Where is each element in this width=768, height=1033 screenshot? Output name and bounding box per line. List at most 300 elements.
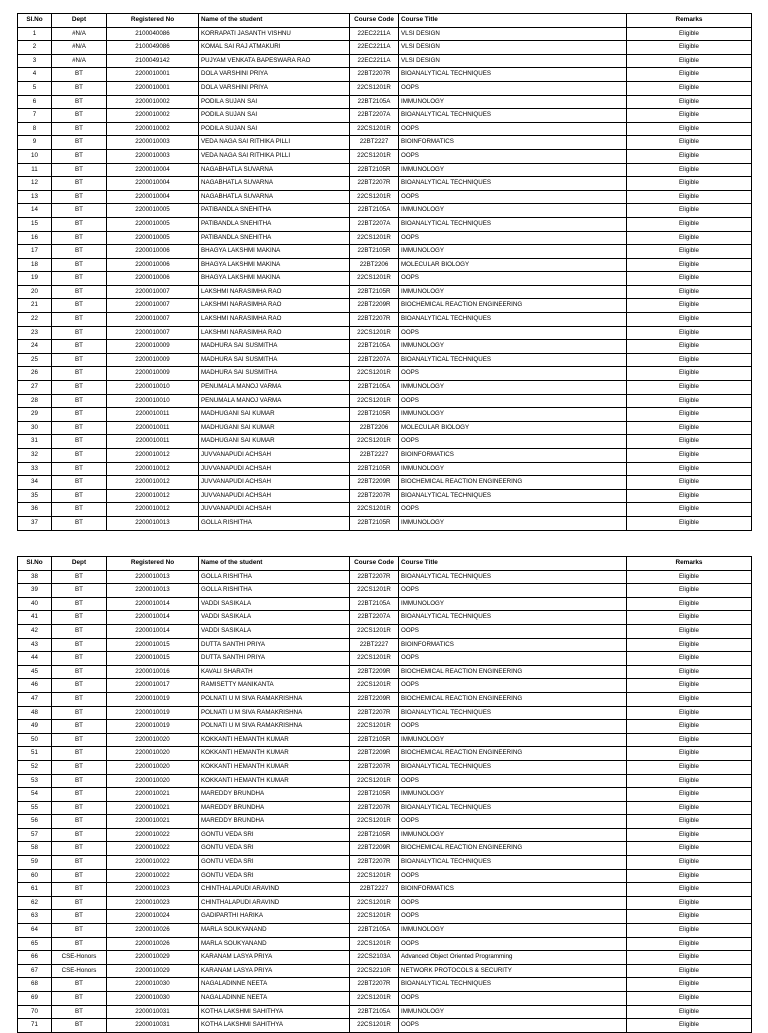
cell-course-title: BIOANALYTICAL TECHNIQUES <box>399 801 627 815</box>
cell-student-name: GADIPARTHI HARIKA <box>199 910 350 924</box>
cell-dept: BT <box>52 1019 107 1033</box>
cell-course-title: IMMUNOLOGY <box>399 733 627 747</box>
cell-course-title: OOPS <box>399 584 627 598</box>
table-row <box>18 476 752 490</box>
cell-registered-no: 2200010004 <box>107 163 199 177</box>
cell-student-name: GONTU VEDA SRI <box>199 828 350 842</box>
cell-dept: CSE-Honors <box>52 964 107 978</box>
cell-remarks: Eligible <box>627 217 752 231</box>
cell-sl-no: 48 <box>18 706 52 720</box>
cell-course-title: BIOANALYTICAL TECHNIQUES <box>399 177 627 191</box>
cell-dept: BT <box>52 720 107 734</box>
cell-student-name: KARANAM LASYA PRIYA <box>199 964 350 978</box>
cell-remarks: Eligible <box>627 964 752 978</box>
cell-student-name: VEDA NAGA SAI RITHIKA PILLI <box>199 149 350 163</box>
cell-remarks: Eligible <box>627 462 752 476</box>
cell-course-code: 22BT2105R <box>350 285 399 299</box>
cell-dept: BT <box>52 924 107 938</box>
cell-registered-no: 2200010007 <box>107 326 199 340</box>
table-row <box>18 245 752 259</box>
cell-student-name: KOKKANTI HEMANTH KUMAR <box>199 760 350 774</box>
cell-registered-no: 2200010022 <box>107 869 199 883</box>
cell-remarks: Eligible <box>627 883 752 897</box>
cell-course-title: NETWORK PROTOCOLS & SECURITY <box>399 964 627 978</box>
cell-course-code: 22BT2105A <box>350 340 399 354</box>
cell-sl-no: 6 <box>18 95 52 109</box>
table-row <box>18 394 752 408</box>
cell-course-code: 22BT2209R <box>350 842 399 856</box>
cell-course-title: BIOINFORMATICS <box>399 638 627 652</box>
table-row <box>18 896 752 910</box>
cell-sl-no: 42 <box>18 624 52 638</box>
cell-dept: BT <box>52 462 107 476</box>
cell-remarks: Eligible <box>627 896 752 910</box>
cell-dept: BT <box>52 109 107 123</box>
cell-remarks: Eligible <box>627 476 752 490</box>
cell-remarks: Eligible <box>627 449 752 463</box>
cell-registered-no: 2200010011 <box>107 421 199 435</box>
cell-course-code: 22BT2209R <box>350 476 399 490</box>
cell-sl-no: 68 <box>18 978 52 992</box>
header-sl-no: Sl.No <box>18 557 52 571</box>
cell-student-name: MADHURA SAI SUSMITHA <box>199 353 350 367</box>
cell-student-name: PENUMALA MANOJ VARMA <box>199 381 350 395</box>
cell-course-code: 22BT2105R <box>350 163 399 177</box>
cell-registered-no: 2200010022 <box>107 842 199 856</box>
table-row <box>18 27 752 41</box>
table-row <box>18 720 752 734</box>
cell-registered-no: 2200010005 <box>107 231 199 245</box>
cell-sl-no: 58 <box>18 842 52 856</box>
cell-sl-no: 25 <box>18 353 52 367</box>
cell-sl-no: 54 <box>18 788 52 802</box>
cell-registered-no: 2200010013 <box>107 516 199 530</box>
cell-registered-no: 2200010016 <box>107 665 199 679</box>
cell-sl-no: 71 <box>18 1019 52 1033</box>
cell-course-code: 22BT2105A <box>350 381 399 395</box>
cell-sl-no: 18 <box>18 258 52 272</box>
cell-sl-no: 35 <box>18 489 52 503</box>
cell-remarks: Eligible <box>627 1019 752 1033</box>
cell-student-name: BHAGYA LAKSHMI MAKINA <box>199 272 350 286</box>
table-row <box>18 95 752 109</box>
cell-dept: BT <box>52 394 107 408</box>
cell-dept: BT <box>52 367 107 381</box>
cell-dept: #N/A <box>52 54 107 68</box>
cell-dept: BT <box>52 788 107 802</box>
cell-course-title: BIOANALYTICAL TECHNIQUES <box>399 978 627 992</box>
cell-student-name: MAREDDY BRUNDHA <box>199 801 350 815</box>
cell-course-title: BIOANALYTICAL TECHNIQUES <box>399 706 627 720</box>
cell-sl-no: 62 <box>18 896 52 910</box>
cell-student-name: DUTTA SANTHI PRIYA <box>199 638 350 652</box>
table-row <box>18 136 752 150</box>
cell-sl-no: 33 <box>18 462 52 476</box>
cell-remarks: Eligible <box>627 951 752 965</box>
cell-registered-no: 2200010002 <box>107 122 199 136</box>
cell-course-code: 22CS1201R <box>350 503 399 517</box>
cell-sl-no: 43 <box>18 638 52 652</box>
cell-course-title: BIOINFORMATICS <box>399 449 627 463</box>
cell-dept: BT <box>52 217 107 231</box>
cell-sl-no: 31 <box>18 435 52 449</box>
cell-sl-no: 64 <box>18 924 52 938</box>
cell-registered-no: 2200010023 <box>107 896 199 910</box>
cell-student-name: KARANAM LASYA PRIYA <box>199 951 350 965</box>
cell-course-code: 22CS1201R <box>350 624 399 638</box>
cell-registered-no: 2200010020 <box>107 760 199 774</box>
cell-registered-no: 2200010020 <box>107 774 199 788</box>
table-row <box>18 122 752 136</box>
table-row <box>18 326 752 340</box>
cell-remarks: Eligible <box>627 597 752 611</box>
cell-dept: BT <box>52 584 107 598</box>
cell-course-code: 22CS1201R <box>350 190 399 204</box>
cell-dept: BT <box>52 910 107 924</box>
cell-sl-no: 32 <box>18 449 52 463</box>
cell-sl-no: 65 <box>18 937 52 951</box>
cell-course-title: VLSI DESIGN <box>399 41 627 55</box>
cell-student-name: DOLA VARSHINI PRIYA <box>199 81 350 95</box>
cell-course-code: 22CS2103A <box>350 951 399 965</box>
cell-sl-no: 16 <box>18 231 52 245</box>
cell-course-title: OOPS <box>399 231 627 245</box>
cell-remarks: Eligible <box>627 381 752 395</box>
cell-course-title: BIOINFORMATICS <box>399 136 627 150</box>
cell-dept: BT <box>52 774 107 788</box>
cell-course-code: 22BT2207R <box>350 570 399 584</box>
cell-student-name: MADHUGANI SAI KUMAR <box>199 421 350 435</box>
cell-course-title: IMMUNOLOGY <box>399 245 627 259</box>
table-row <box>18 41 752 55</box>
cell-student-name: MAREDDY BRUNDHA <box>199 815 350 829</box>
cell-dept: BT <box>52 245 107 259</box>
header-sl-no: Sl.No <box>18 14 52 28</box>
cell-remarks: Eligible <box>627 720 752 734</box>
cell-dept: BT <box>52 285 107 299</box>
cell-student-name: GONTU VEDA SRI <box>199 856 350 870</box>
cell-course-title: OOPS <box>399 992 627 1006</box>
cell-remarks: Eligible <box>627 245 752 259</box>
cell-registered-no: 2200010014 <box>107 611 199 625</box>
cell-student-name: NAGABHATLA SUVARNA <box>199 190 350 204</box>
cell-course-title: IMMUNOLOGY <box>399 381 627 395</box>
cell-registered-no: 2200010026 <box>107 924 199 938</box>
cell-course-code: 22BT2105A <box>350 597 399 611</box>
table-row <box>18 190 752 204</box>
table-row <box>18 149 752 163</box>
cell-course-title: OOPS <box>399 190 627 204</box>
cell-registered-no: 2200010030 <box>107 978 199 992</box>
cell-registered-no: 2200010009 <box>107 367 199 381</box>
cell-course-title: IMMUNOLOGY <box>399 1005 627 1019</box>
cell-course-title: OOPS <box>399 652 627 666</box>
cell-student-name: JUVVANAPUDI ACHSAH <box>199 449 350 463</box>
cell-sl-no: 22 <box>18 313 52 327</box>
cell-registered-no: 2200010022 <box>107 828 199 842</box>
cell-course-code: 22BT2207R <box>350 978 399 992</box>
table-row <box>18 652 752 666</box>
cell-student-name: KOTHA LAKSHMI SAHITHYA <box>199 1019 350 1033</box>
table-header-row <box>18 557 752 571</box>
table-row <box>18 1019 752 1033</box>
cell-course-title: OOPS <box>399 122 627 136</box>
table-row <box>18 869 752 883</box>
cell-sl-no: 13 <box>18 190 52 204</box>
cell-registered-no: 2200010011 <box>107 408 199 422</box>
table-row <box>18 204 752 218</box>
cell-course-title: BIOANALYTICAL TECHNIQUES <box>399 68 627 82</box>
cell-course-title: VLSI DESIGN <box>399 27 627 41</box>
cell-course-title: BIOCHEMICAL REACTION ENGINEERING <box>399 665 627 679</box>
cell-remarks: Eligible <box>627 747 752 761</box>
cell-remarks: Eligible <box>627 353 752 367</box>
cell-course-code: 22CS1201R <box>350 815 399 829</box>
cell-registered-no: 2200010011 <box>107 435 199 449</box>
cell-course-code: 22BT2207R <box>350 68 399 82</box>
cell-registered-no: 2200010019 <box>107 692 199 706</box>
cell-student-name: JUVVANAPUDI ACHSAH <box>199 489 350 503</box>
cell-sl-no: 5 <box>18 81 52 95</box>
cell-student-name: PATIBANDLA SNEHITHA <box>199 231 350 245</box>
cell-course-title: OOPS <box>399 896 627 910</box>
cell-dept: BT <box>52 449 107 463</box>
cell-sl-no: 8 <box>18 122 52 136</box>
table-row <box>18 856 752 870</box>
header-student-name: Name of the student <box>199 14 350 28</box>
cell-student-name: VADDI SASIKALA <box>199 624 350 638</box>
cell-sl-no: 67 <box>18 964 52 978</box>
cell-course-code: 22CS1201R <box>350 231 399 245</box>
cell-student-name: BHAGYA LAKSHMI MAKINA <box>199 258 350 272</box>
cell-course-code: 22BT2227 <box>350 449 399 463</box>
cell-registered-no: 2200010024 <box>107 910 199 924</box>
table-row <box>18 81 752 95</box>
cell-registered-no: 2200010006 <box>107 272 199 286</box>
cell-course-title: OOPS <box>399 81 627 95</box>
cell-registered-no: 2200010006 <box>107 258 199 272</box>
cell-student-name: KOKKANTI HEMANTH KUMAR <box>199 747 350 761</box>
cell-student-name: VADDI SASIKALA <box>199 611 350 625</box>
table-row <box>18 421 752 435</box>
cell-sl-no: 11 <box>18 163 52 177</box>
cell-student-name: KOTHA LAKSHMI SAHITHYA <box>199 1005 350 1019</box>
cell-course-code: 22BT2207R <box>350 856 399 870</box>
cell-course-code: 22BT2209R <box>350 692 399 706</box>
cell-course-code: 22BT2207R <box>350 313 399 327</box>
cell-student-name: JUVVANAPUDI ACHSAH <box>199 476 350 490</box>
cell-course-code: 22BT2209R <box>350 299 399 313</box>
cell-student-name: VADDI SASIKALA <box>199 597 350 611</box>
cell-dept: BT <box>52 665 107 679</box>
results-sheet-1 <box>17 13 751 531</box>
cell-sl-no: 26 <box>18 367 52 381</box>
cell-dept: BT <box>52 760 107 774</box>
cell-course-title: OOPS <box>399 774 627 788</box>
cell-course-code: 22BT2105R <box>350 516 399 530</box>
cell-dept: BT <box>52 190 107 204</box>
cell-remarks: Eligible <box>627 828 752 842</box>
cell-remarks: Eligible <box>627 326 752 340</box>
cell-student-name: KOKKANTI HEMANTH KUMAR <box>199 733 350 747</box>
cell-remarks: Eligible <box>627 937 752 951</box>
cell-course-code: 22CS1201R <box>350 774 399 788</box>
header-course-code: Course Code <box>350 14 399 28</box>
cell-course-code: 22BT2227 <box>350 638 399 652</box>
cell-registered-no: 2200010004 <box>107 177 199 191</box>
cell-sl-no: 49 <box>18 720 52 734</box>
cell-course-title: BIOANALYTICAL TECHNIQUES <box>399 353 627 367</box>
cell-sl-no: 9 <box>18 136 52 150</box>
cell-sl-no: 1 <box>18 27 52 41</box>
cell-course-title: MOLECULAR BIOLOGY <box>399 258 627 272</box>
table-row <box>18 435 752 449</box>
cell-registered-no: 2200010014 <box>107 624 199 638</box>
cell-course-code: 22BT2207A <box>350 217 399 231</box>
cell-student-name: PODILA SUJAN SAI <box>199 109 350 123</box>
table-row <box>18 489 752 503</box>
cell-remarks: Eligible <box>627 435 752 449</box>
cell-remarks: Eligible <box>627 149 752 163</box>
cell-dept: BT <box>52 381 107 395</box>
cell-dept: BT <box>52 801 107 815</box>
table-row <box>18 747 752 761</box>
cell-dept: BT <box>52 340 107 354</box>
cell-dept: BT <box>52 624 107 638</box>
table-row <box>18 760 752 774</box>
cell-registered-no: 2200010019 <box>107 720 199 734</box>
cell-student-name: NAGALADINNE NEETA <box>199 992 350 1006</box>
cell-dept: #N/A <box>52 27 107 41</box>
table-row <box>18 964 752 978</box>
cell-course-code: 22CS1201R <box>350 910 399 924</box>
cell-remarks: Eligible <box>627 421 752 435</box>
cell-registered-no: 2200010029 <box>107 964 199 978</box>
cell-course-code: 22BT2207A <box>350 611 399 625</box>
cell-dept: BT <box>52 81 107 95</box>
cell-dept: BT <box>52 1005 107 1019</box>
cell-course-code: 22CS1201R <box>350 992 399 1006</box>
table-row <box>18 801 752 815</box>
header-course-title: Course Title <box>399 557 627 571</box>
cell-registered-no: 2200010002 <box>107 109 199 123</box>
cell-course-title: BIOANALYTICAL TECHNIQUES <box>399 489 627 503</box>
cell-student-name: NAGABHATLA SUVARNA <box>199 163 350 177</box>
cell-registered-no: 2200010003 <box>107 149 199 163</box>
cell-remarks: Eligible <box>627 27 752 41</box>
eligibility-table <box>17 556 752 1033</box>
cell-dept: BT <box>52 597 107 611</box>
eligibility-table <box>17 13 752 531</box>
cell-student-name: GOLLA RISHITHA <box>199 516 350 530</box>
cell-dept: BT <box>52 570 107 584</box>
cell-student-name: PUJYAM VENKATA BAPESWARA RAO <box>199 54 350 68</box>
cell-dept: BT <box>52 163 107 177</box>
cell-dept: BT <box>52 408 107 422</box>
table-row <box>18 217 752 231</box>
table-row <box>18 611 752 625</box>
cell-remarks: Eligible <box>627 204 752 218</box>
cell-registered-no: 2100049142 <box>107 54 199 68</box>
table-header-row <box>18 14 752 28</box>
cell-course-code: 22BT2105R <box>350 788 399 802</box>
cell-registered-no: 2200010029 <box>107 951 199 965</box>
cell-remarks: Eligible <box>627 81 752 95</box>
cell-registered-no: 2200010012 <box>107 476 199 490</box>
table-row <box>18 774 752 788</box>
cell-remarks: Eligible <box>627 367 752 381</box>
header-course-code: Course Code <box>350 557 399 571</box>
cell-dept: BT <box>52 435 107 449</box>
cell-remarks: Eligible <box>627 408 752 422</box>
cell-student-name: MADHURA SAI SUSMITHA <box>199 340 350 354</box>
cell-dept: BT <box>52 516 107 530</box>
cell-remarks: Eligible <box>627 788 752 802</box>
cell-dept: BT <box>52 326 107 340</box>
table-row <box>18 381 752 395</box>
table-row <box>18 570 752 584</box>
table-row <box>18 272 752 286</box>
cell-course-title: BIOCHEMICAL REACTION ENGINEERING <box>399 476 627 490</box>
header-dept: Dept <box>52 557 107 571</box>
cell-course-title: BIOANALYTICAL TECHNIQUES <box>399 760 627 774</box>
cell-course-code: 22CS2210R <box>350 964 399 978</box>
cell-sl-no: 44 <box>18 652 52 666</box>
cell-sl-no: 23 <box>18 326 52 340</box>
cell-sl-no: 3 <box>18 54 52 68</box>
cell-course-title: IMMUNOLOGY <box>399 340 627 354</box>
cell-course-title: OOPS <box>399 394 627 408</box>
cell-student-name: PODILA SUJAN SAI <box>199 95 350 109</box>
header-remarks: Remarks <box>627 557 752 571</box>
cell-course-title: VLSI DESIGN <box>399 54 627 68</box>
cell-dept: BT <box>52 313 107 327</box>
cell-dept: BT <box>52 733 107 747</box>
cell-student-name: DUTTA SANTHI PRIYA <box>199 652 350 666</box>
table-row <box>18 828 752 842</box>
cell-sl-no: 41 <box>18 611 52 625</box>
cell-course-code: 22EC2211A <box>350 54 399 68</box>
cell-student-name: PODILA SUJAN SAI <box>199 122 350 136</box>
cell-student-name: GONTU VEDA SRI <box>199 842 350 856</box>
cell-sl-no: 55 <box>18 801 52 815</box>
cell-registered-no: 2200010007 <box>107 285 199 299</box>
cell-course-title: OOPS <box>399 869 627 883</box>
cell-dept: BT <box>52 258 107 272</box>
cell-course-title: IMMUNOLOGY <box>399 788 627 802</box>
cell-remarks: Eligible <box>627 109 752 123</box>
cell-dept: BT <box>52 747 107 761</box>
cell-sl-no: 56 <box>18 815 52 829</box>
cell-sl-no: 37 <box>18 516 52 530</box>
cell-student-name: DOLA VARSHINI PRIYA <box>199 68 350 82</box>
cell-sl-no: 36 <box>18 503 52 517</box>
cell-registered-no: 2200010001 <box>107 81 199 95</box>
table-row <box>18 924 752 938</box>
table-row <box>18 408 752 422</box>
table-row <box>18 706 752 720</box>
cell-course-title: BIOANALYTICAL TECHNIQUES <box>399 109 627 123</box>
cell-course-code: 22CS1201R <box>350 1019 399 1033</box>
cell-remarks: Eligible <box>627 760 752 774</box>
cell-registered-no: 2200010019 <box>107 706 199 720</box>
cell-dept: BT <box>52 883 107 897</box>
cell-registered-no: 2200010002 <box>107 95 199 109</box>
table-row <box>18 665 752 679</box>
cell-registered-no: 2200010001 <box>107 68 199 82</box>
cell-remarks: Eligible <box>627 801 752 815</box>
header-student-name: Name of the student <box>199 557 350 571</box>
